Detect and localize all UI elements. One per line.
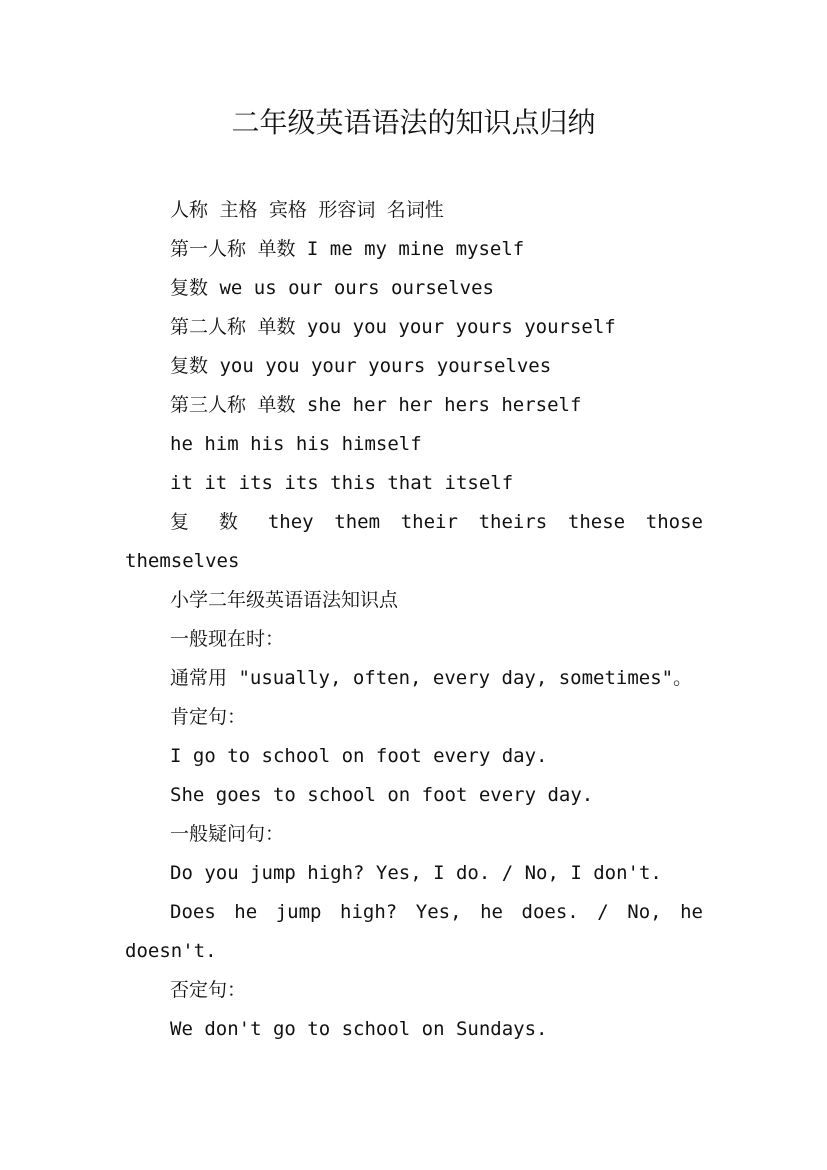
paragraph-question-example-1: Do you jump high? Yes, I do. / No, I don't.: [170, 862, 662, 884]
paragraph-affirmative-label: 肯定句：: [170, 706, 247, 728]
paragraph-negative-example: We don't go to school on Sundays.: [170, 1018, 548, 1040]
paragraph-first-person-plural: 复数 we us our ours ourselves: [170, 277, 494, 299]
paragraph-affirmative-example-2: She goes to school on foot every day.: [170, 784, 594, 806]
paragraph-affirmative-example-1: I go to school on foot every day.: [170, 745, 548, 767]
paragraph-second-person-singular: 第二人称 单数 you you your yours yourself: [170, 316, 616, 338]
paragraph-first-person-singular: 第一人称 单数 I me my mine myself: [170, 238, 525, 260]
paragraph-third-person-plural: 复 数 they them their theirs these those themselves: [125, 511, 703, 572]
document-title: 二年级英语语法的知识点归纳: [231, 106, 596, 139]
paragraph-question-label: 一般疑问句：: [170, 823, 285, 845]
paragraph-third-person-he: he him his his himself: [170, 433, 422, 455]
paragraph-section-heading: 小学二年级英语语法知识点: [170, 589, 399, 611]
document-body: [125, 191, 703, 1049]
paragraph-present-simple: 一般现在时：: [170, 628, 285, 650]
paragraph-third-person-it: it it its its this that itself: [170, 472, 514, 494]
paragraph-third-person-she: 第三人称 单数 she her her hers herself: [170, 394, 582, 416]
paragraph-question-example-2: Does he jump high? Yes, he does. / No, he doesn't.: [125, 901, 703, 962]
paragraph-usage-words: 通常用 "usually, often, every day, sometimes"。: [170, 667, 693, 689]
paragraph-negative-label: 否定句：: [170, 979, 247, 1001]
paragraph-second-person-plural: 复数 you you your yours yourselves: [170, 355, 552, 377]
paragraph-pronoun-header: 人称 主格 宾格 形容词 名词性: [170, 199, 444, 221]
